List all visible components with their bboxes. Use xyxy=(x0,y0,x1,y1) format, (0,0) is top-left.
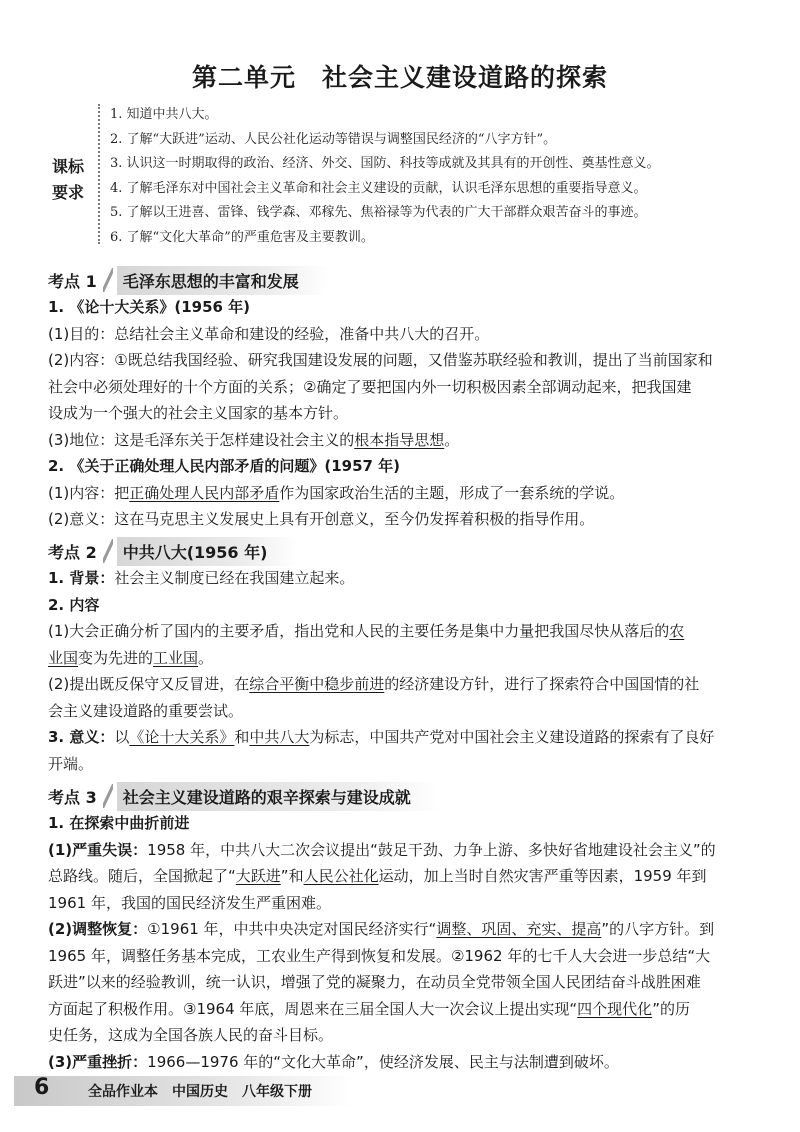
section-2-subheading: 2. 内容 xyxy=(48,595,100,614)
underlined-keyword: 人民公社化 xyxy=(303,867,379,885)
section-3-subheading: 1. 在探索中曲折前进 xyxy=(48,814,190,832)
underlined-keyword: 综合平衡中稳步前进 xyxy=(249,675,385,693)
section-3-body xyxy=(48,810,764,1075)
text-line xyxy=(48,480,764,507)
requirement-item: 2. 了解“大跃进”运动、人民公社化运动等错误与调整国民经济的“八字方针”。 xyxy=(110,131,557,147)
text-fragment: (1)内容：把 xyxy=(48,483,130,502)
section-1-heading xyxy=(48,266,329,294)
text-line xyxy=(48,724,764,751)
footer-book-title: 全品作业本 中国历史 八年级下册 xyxy=(88,1084,312,1100)
underlined-keyword: 业国 xyxy=(48,648,79,667)
text-line: (1)目的：总结社会主义革命和建设的经验，准备中共八大的召开。 xyxy=(48,324,490,343)
section-3-label: 考点 3 xyxy=(48,787,97,807)
requirements-label-line2: 要求 xyxy=(51,183,84,202)
requirement-item: 4. 了解毛泽东对中国社会主义革命和社会主义建设的贡献，认识毛泽东思想的重要指导意义。 xyxy=(110,180,647,196)
text-fragment: 的经济建设方针，进行了探索符合中国国情的社 xyxy=(384,675,700,693)
underlined-keyword: 四个现代化 xyxy=(577,999,653,1018)
text-fragment: (1)大会正确分析了国内的主要矛盾，指出党和人民的主要任务是集中力量把我国尽快从落后的 xyxy=(48,622,670,640)
section-2-body xyxy=(48,565,764,777)
underlined-keyword: 正确处理人民内部矛盾 xyxy=(129,483,280,502)
text-fragment: ”的历 xyxy=(652,999,690,1018)
text-fragment: 。 xyxy=(198,648,214,667)
text-line: 1965 年，调整任务基本完成，工农业生产得到恢复和发展。②1962 年的七千人大会进一步总结“大 xyxy=(48,946,711,965)
slash-divider-icon xyxy=(103,539,113,563)
section-3-heading xyxy=(48,782,441,810)
requirements-label-line1: 课标 xyxy=(51,157,84,176)
page-number: 6 xyxy=(34,1075,50,1100)
slash-divider-icon xyxy=(103,784,113,808)
text-fragment: 。 xyxy=(444,430,460,449)
text-line xyxy=(48,1049,764,1076)
section-1-subheading-1: 1. 《论十大关系》(1956 年) xyxy=(48,298,251,316)
section-1-title: 毛泽东思想的丰富和发展 xyxy=(117,266,329,295)
text-line xyxy=(48,645,764,672)
requirements-divider xyxy=(98,104,100,244)
text-fragment: 以 xyxy=(114,728,130,746)
text-fragment: 总路线。随后，全国掀起了“ xyxy=(48,867,236,885)
underlined-keyword: 《论十大关系》 xyxy=(129,728,235,746)
text-fragment: 和 xyxy=(234,728,250,746)
text-line xyxy=(48,671,764,698)
text-line xyxy=(48,618,764,645)
text-fragment: (3)地位：这是毛泽东关于怎样建设社会主义的 xyxy=(48,430,355,449)
text-line: 社会中必须处理好的十个方面的关系；②确定了要把国内外一切积极因素全部调动起来，把我国建 xyxy=(48,377,692,396)
page-title: 第二单元 社会主义建设道路的探索 xyxy=(191,63,608,92)
underlined-keyword: 调整、巩固、充实、提高 xyxy=(436,920,602,938)
section-1-subheading-2: 2. 《关于正确处理人民内部矛盾的问题》(1957 年) xyxy=(48,457,401,475)
slash-divider-icon xyxy=(103,268,113,292)
requirements-list xyxy=(110,103,770,251)
underlined-keyword: 中共八大 xyxy=(249,728,310,746)
underlined-keyword: 农 xyxy=(669,622,685,640)
inline-heading: 1. 背景： xyxy=(48,569,115,587)
text-fragment: 社会主义制度已经在我国建立起来。 xyxy=(114,569,355,587)
text-fragment: 运动，加上当时自然灾害严重等因素，1959 年到 xyxy=(378,867,707,885)
text-line xyxy=(48,565,764,592)
text-fragment: 为标志，中国共产党对中国社会主义建设道路的探索有了良好 xyxy=(309,728,715,746)
section-2-title: 中共八大(1956 年) xyxy=(117,537,298,566)
text-line: (2)意义：这在马克思主义发展史上具有开创意义，至今仍发挥着积极的指导作用。 xyxy=(48,510,595,528)
section-1-label: 考点 1 xyxy=(48,271,97,291)
requirement-item: 6. 了解“文化大革命”的严重危害及主要教训。 xyxy=(110,229,374,245)
text-line xyxy=(48,916,764,943)
section-2-heading xyxy=(48,537,297,565)
text-line: 史任务，这成为全国各族人民的奋斗目标。 xyxy=(48,1026,334,1044)
text-line: (2)内容：①既总结我国经验、研究我国建设发展的问题，又借鉴苏联经验和教训，提出了当前国家和 xyxy=(48,351,713,369)
text-line: 1961 年，我国的国民经济发生严重困难。 xyxy=(48,893,331,912)
inline-heading: (3)严重挫折： xyxy=(48,1052,148,1071)
inline-heading: (1)严重失误： xyxy=(48,840,148,859)
text-fragment: 方面起了积极作用。③1964 年底，周恩来在三届全国人大一次会议上提出实现“ xyxy=(48,999,578,1018)
text-line xyxy=(48,427,764,454)
text-fragment: 变为先进的 xyxy=(78,648,154,667)
text-fragment: 1966—1976 年的“文化大革命”，使经济发展、民主与法制遭到破坏。 xyxy=(147,1052,619,1071)
text-fragment: ”和 xyxy=(280,867,304,885)
text-line xyxy=(48,863,764,890)
text-fragment: 1958 年，中共八大二次会议提出“鼓足干劲、力争上游、多快好省地建设社会主义”的 xyxy=(147,840,716,859)
section-2-label: 考点 2 xyxy=(48,542,97,562)
inline-heading: (2)调整恢复： xyxy=(48,920,148,938)
text-fragment: ”的八字方针。到 xyxy=(601,920,715,938)
text-line: 会主义建设道路的重要尝试。 xyxy=(48,701,244,720)
text-line xyxy=(48,837,764,864)
text-line xyxy=(48,996,764,1023)
text-fragment: ①1961 年，中共中央决定对国民经济实行“ xyxy=(147,920,437,938)
underlined-keyword: 根本指导思想 xyxy=(354,430,445,449)
requirement-item: 3. 认识这一时期取得的政治、经济、外交、国防、科技等成就及其具有的开创性、奠基性意义。 xyxy=(110,156,660,172)
text-fragment: (2)提出既反保守又反冒进，在 xyxy=(48,675,250,693)
text-line: 开端。 xyxy=(48,754,94,773)
section-1-body xyxy=(48,294,764,533)
text-fragment: 作为国家政治生活的主题，形成了一套系统的学说。 xyxy=(279,483,625,502)
section-3-title: 社会主义建设道路的艰辛探索与建设成就 xyxy=(117,782,441,811)
requirement-item: 5. 了解以王进喜、雷锋、钱学森、邓稼先、焦裕禄等为代表的广大干部群众艰苦奋斗的事迹。 xyxy=(110,205,647,221)
underlined-keyword: 大跃进 xyxy=(235,867,281,885)
text-line: 设成为一个强大的社会主义国家的基本方针。 xyxy=(48,404,349,422)
underlined-keyword: 工业国 xyxy=(153,648,199,667)
text-line: 跃进”以来的经验教训，统一认识，增强了党的凝聚力，在动员全党带领全国人民团结奋斗战胜困难 xyxy=(48,973,701,991)
inline-heading: 3. 意义： xyxy=(48,728,115,746)
requirement-item: 1. 知道中共八大。 xyxy=(110,107,218,122)
requirements-label xyxy=(48,154,88,206)
